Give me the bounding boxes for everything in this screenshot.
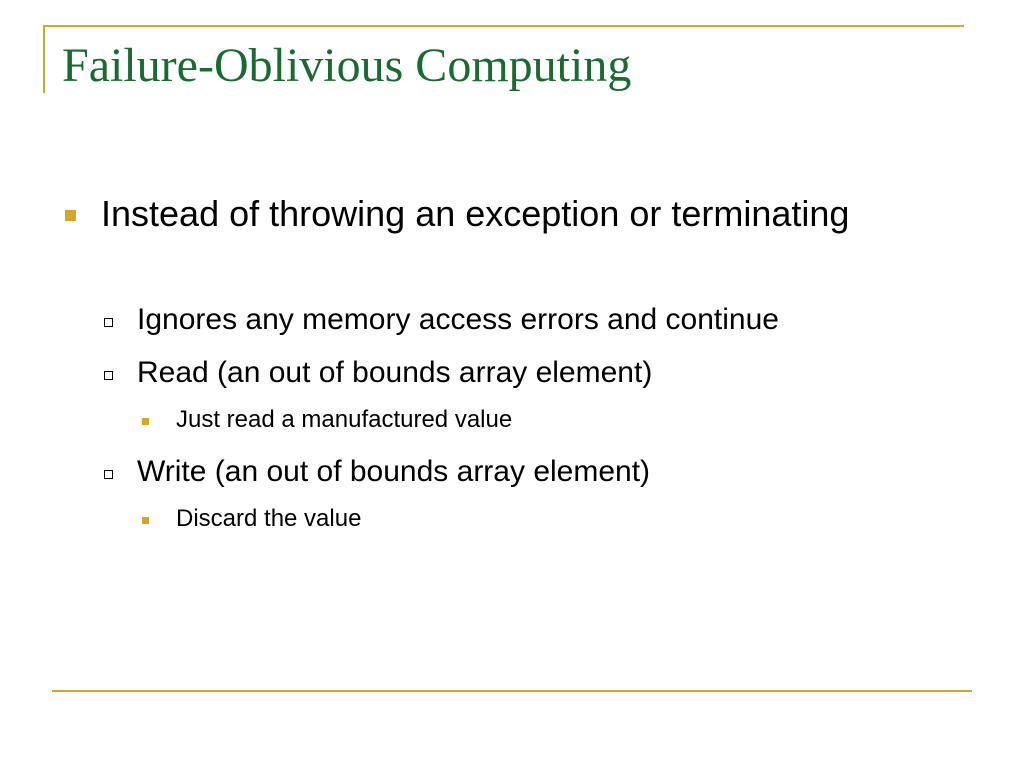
bottom-rule	[52, 690, 972, 692]
bullet-level-3: Discard the value	[176, 505, 362, 532]
filled-square-bullet-icon	[142, 517, 149, 524]
hollow-square-bullet-icon	[104, 470, 113, 479]
slide-title: Failure-Oblivious Computing	[62, 39, 632, 92]
bullet-level-1: Instead of throwing an exception or terminating	[101, 193, 850, 234]
bullet-level-3: Just read a manufactured value	[176, 406, 513, 433]
filled-square-bullet-icon	[142, 418, 149, 425]
hollow-square-bullet-icon	[104, 371, 113, 380]
filled-square-bullet-icon	[65, 210, 76, 221]
bullet-level-2: Ignores any memory access errors and continue	[137, 303, 779, 336]
bullet-level-2: Write (an out of bounds array element)	[137, 455, 651, 488]
hollow-square-bullet-icon	[104, 318, 113, 327]
bullet-level-2: Read (an out of bounds array element)	[137, 356, 653, 389]
